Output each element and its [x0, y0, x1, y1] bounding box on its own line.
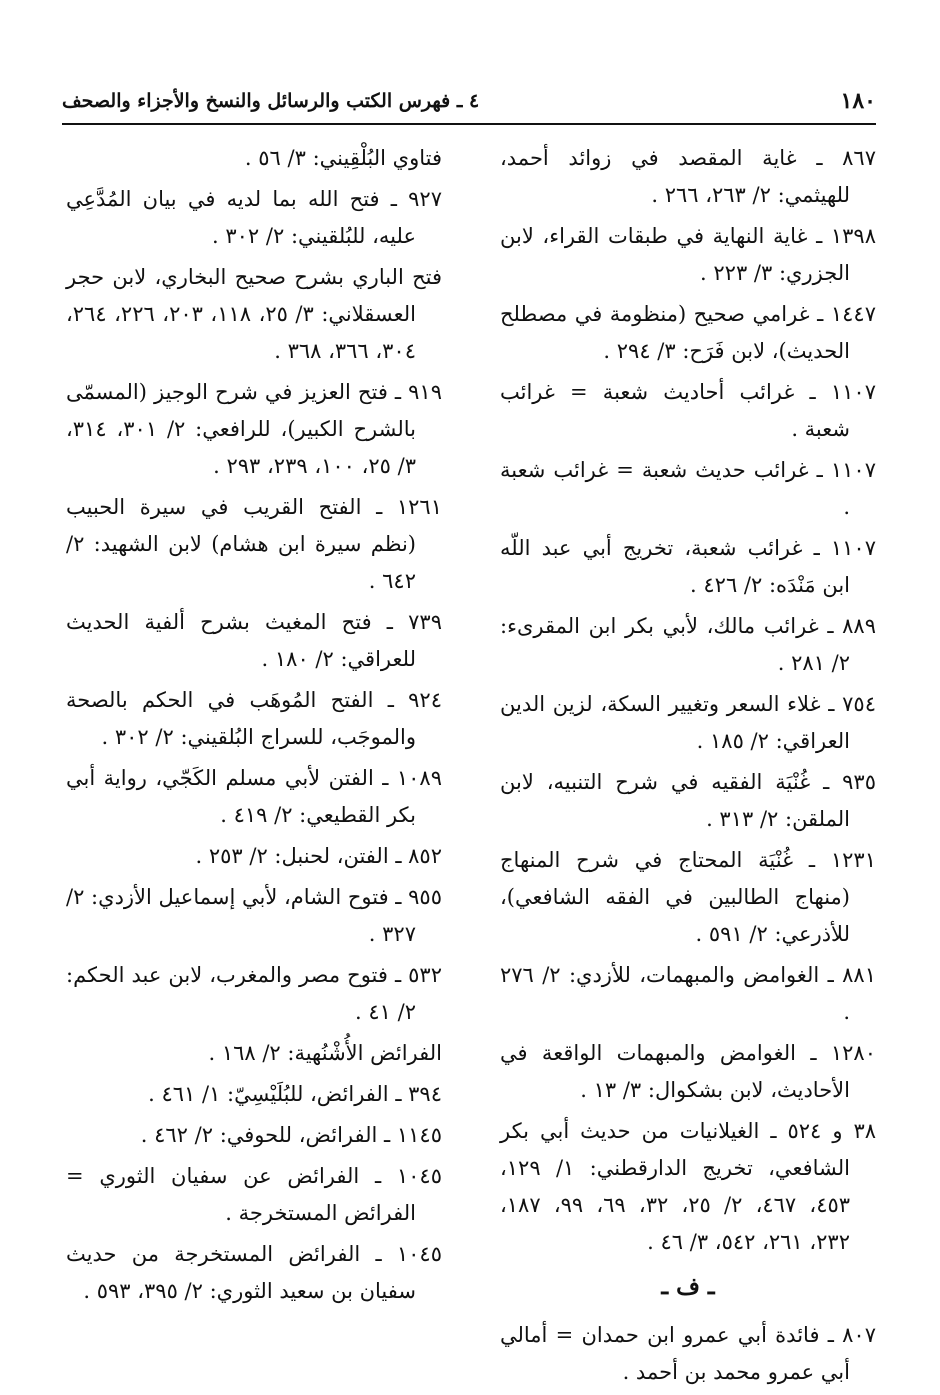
index-entry: ٣٨ و ٥٢٤ ـ الغيلانيات من حديث أبي بكر الشافعي، تخريج الدارقطني: ١/ ١٢٩، ٤٥٣، ٤٦٧، ٢/ ٢٥، ٣٢، ٦٩، ٩٩، ١٨٧، ٢٣٢، ٢٦١، ٥٤٢، ٣/ ٤٦ . [500, 1119, 876, 1254]
index-entry: ٧٥٤ ـ غلاء السعر وتغيير السكة، لزين الدين العراقي: ٢/ ١٨٥ . [500, 692, 876, 753]
index-entry: ٨٥٢ ـ الفتن، لحنبل: ٢/ ٢٥٣ . [195, 844, 442, 868]
index-entry: ١٠٨٩ ـ الفتن لأبي مسلم الكَجّي، رواية أبي بكر القطيعي: ٢/ ٤١٩ . [66, 766, 442, 827]
index-entry: ٩١٩ ـ فتح العزيز في شرح الوجيز (المسمّى بالشرح الكبير)، للرافعي: ٢/ ٣٠١، ٣١٤، ٣/ ٢٥، ١٠٠، ٢٣٩، ٢٩٣ . [66, 380, 442, 478]
index-entry: ٣٩٤ ـ الفرائض، للبُلَيْسِيّ: ١/ ٤٦١ . [148, 1082, 442, 1106]
index-entry: ١٠٤٥ ـ الفرائض المستخرجة من حديث سفيان بن سعيد الثوري: ٢/ ٣٩٥، ٥٩٣ . [66, 1242, 442, 1303]
index-entry: ١٢٣١ ـ غُنْيَة المحتاج في شرح المنهاج (منهاج الطالبين في الفقه الشافعي)، للأذرعي: ٢/ ٥٩١ . [500, 848, 876, 946]
left-column [66, 140, 442, 1314]
index-entry: ١٠٤٥ ـ الفرائض عن سفيان الثوري = الفرائض المستخرجة . [66, 1164, 442, 1225]
page-number: ١٨٠ [840, 88, 876, 114]
index-entry: ٩٢٧ ـ فتح الله بما لديه في بيان المُدَّعِي عليه، للبُلقيني: ٢/ ٣٠٢ . [66, 187, 442, 248]
index-entry: ٥٣٢ ـ فتوح مصر والمغرب، لابن عبد الحكم: ٢/ ٤١ . [66, 963, 442, 1024]
index-entry: ١٢٦١ ـ الفتح القريب في سيرة الحبيب (نظم سيرة ابن هشام) لابن الشهيد: ٢/ ٦٤٢ . [66, 495, 442, 593]
index-entry: ٩٣٥ ـ غُنْيَة الفقيه في شرح التنبيه، لابن الملقن: ٢/ ٣١٣ . [500, 770, 876, 831]
index-entry: ٩٥٥ ـ فتوح الشام، لأبي إسماعيل الأزدي: ٢/ ٣٢٧ . [66, 885, 442, 946]
index-entry: ١٢٨٠ ـ الغوامض والمبهمات الواقعة في الأحاديث، لابن بشكوال: ٣/ ١٣ . [500, 1041, 876, 1102]
index-entry: ١١٤٥ ـ الفرائض، للحوفي: ٢/ ٤٦٢ . [140, 1123, 442, 1147]
index-entry: ٧٣٩ ـ فتح المغيث بشرح ألفية الحديث للعراقي: ٢/ ١٨٠ . [66, 610, 442, 671]
index-entry: ٨٠٧ ـ فائدة أبي عمرو ابن حمدان = أمالي أبي عمرو محمد بن أحمد . [500, 1323, 876, 1384]
right-column [500, 140, 876, 1395]
index-entry: ٨٦٧ ـ غاية المقصد في زوائد أحمد، للهيثمي: ٢/ ٢٦٣، ٢٦٦ . [500, 146, 876, 207]
index-entry: فتح الباري بشرح صحيح البخاري، لابن حجر العسقلاني: ٣/ ٢٥، ١١٨، ٢٠٣، ٢٢٦، ٢٦٤، ٣٠٤، ٣٦٦، ٣٦٨ . [66, 265, 442, 363]
index-entry: ٩٢٤ ـ الفتح المُوهَب في الحكم بالصحة والموجَب، للسراج البُلقيني: ٢/ ٣٠٢ . [66, 688, 442, 749]
index-entry: ١٣٩٨ ـ غاية النهاية في طبقات القراء، لابن الجزري: ٣/ ٢٢٣ . [500, 224, 876, 285]
index-entry: ١٤٤٧ ـ غرامي صحيح (منظومة في مصطلح الحديث)، لابن فَرَح: ٣/ ٢٩٤ . [500, 302, 876, 363]
index-entry: ١١٠٧ ـ غرائب حديث شعبة = غرائب شعبة . [500, 458, 876, 519]
index-entry: ٨٨٩ ـ غرائب مالك، لأبي بكر ابن المقرىء: ٢/ ٢٨١ . [500, 614, 876, 675]
section-letter-heading: ـ ف ـ [661, 1273, 715, 1300]
index-entry: الفرائض الأُشْنُهية: ٢/ ١٦٨ . [208, 1041, 442, 1065]
header-rule [62, 123, 876, 125]
page-header [62, 86, 876, 120]
running-head: ٤ ـ فهرس الكتب والرسائل والنسخ والأجزاء والصحف [62, 90, 480, 112]
index-entry: ١١٠٧ ـ غرائب أحاديث شعبة = غرائب شعبة . [500, 380, 876, 441]
index-entry: ٨٨١ ـ الغوامض والمبهمات، للأزدي: ٢/ ٢٧٦ . [500, 963, 876, 1024]
index-entry: فتاوي البُلْقِيني: ٣/ ٥٦ . [244, 146, 442, 170]
index-entry: ١١٠٧ ـ غرائب شعبة، تخريج أبي عبد اللّه ابن مَنْدَه: ٢/ ٤٢٦ . [500, 536, 876, 597]
